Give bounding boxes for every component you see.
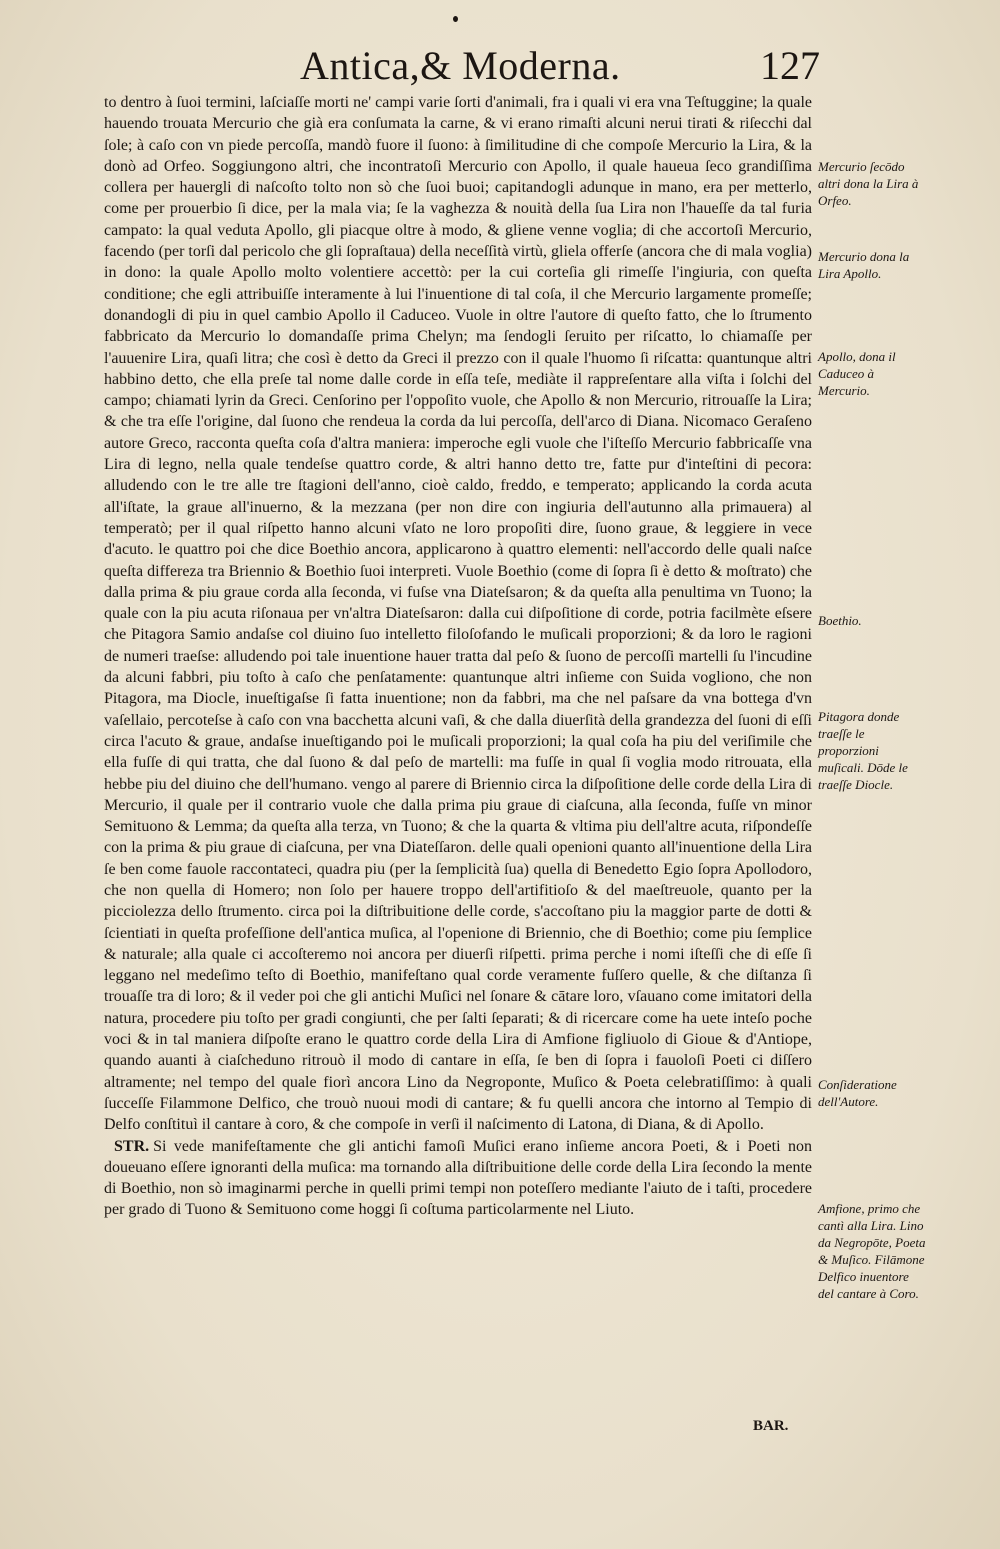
main-text-block xyxy=(104,92,812,1221)
marginal-note: Apollo, dona il Caduceo à Mercurio. xyxy=(818,349,896,398)
paragraph: to dentro à ſuoi termini, laſciaſſe morti ne' campi varie ſorti d'animali, fra i quali vi era vna Teſtuggine; la quale hauendo trouata Mercurio che già era conſumata la carne, & vi erano rimaſti alcuni nerui tirati & riſecchi dal ſole; à caſo con vn piede percoſſa, mandò fuore il ſuono: à ſimilitudine di che compoſe Mercurio la Lira, & la donò ad Orfeo. Soggiungono altri, che incontratoſi Mercurio con Apollo, il quale haueua ſeco grandiſſima collera per hauergli di naſcoſto tolto non sò che ſuoi buoi; capitandogli adunque in mano, era per metterlo, come per prouerbio ſi dice, per la mala via; ſe la vaghezza & nouità della ſua Lira non l'haueſſe da tal furia campato: la qual veduta Apollo, gli piacque oltre à modo, & gliene venne voglia; di che accortoſi Mercurio, facendo (per torſi dal pericolo che gli ſopraſtaua) della neceſſità virtù, gliela offerſe (ancora che di mala voglia) in dono: la quale Apollo molto volentiere accettò: per la cui corteſia gli rimeſſe l'ingiuria, con queſta conditione; che egli attribuiſſe interamente à lui l'inuentione di tal coſa, il che Mercurio largamente promeſſe; donandogli di piu in quel cambio Apollo il Caduceo. Vuole in oltre l'autore di queſto fatto, che lo ſtrumento fabbricato da Mercurio lo domandaſſe prima Chelyn; ma ſendogli ſeruito per riſcatto, lo chiamaſſe per l'auuenire Lira, quaſi litra; che così è detto da Greci il prezzo con il quale l'huomo ſi riſcatta: quantunque altri habbino detto, che ella preſe tal nome dalle corde in eſſa teſe, mediàte il rappreſentare alla viſta i ſolchi del campo; chiamati lyrin da Greci. Cenſorino per l'oppoſito vuole, che Apollo & non Mercurio, ritrouaſſe la Lira; & che tra eſſe l'origine, dal ſuono che rendeua la corda da lui percoſſa, dell'arco di Diana. Nicomaco Geraſeno autore Greco, racconta queſta coſa d'altra maniera: imperoche egli vuole che l'iſteſſo Mercurio fabbricaſſe vna Lira di legno, nella quale tendeſse quattro corde, & altri hanno detto tre, fatte pur d'inteſtini di pecora: alludendo con le tre alle tre ſtagioni dell'anno, cioè caldo, freddo, e temperato; applicando la corda acuta all'iſtate, la graue all'inuerno, & la mezzana (per non dire con ingiuria dell'autunno alla primauera) al temperatò; per il qual riſpetto hanno alcuni vſato ne loro propoſiti dire, ſuono graue, & leggiere in vece d'acuto. le quattro poi che dice Boethio ancora, applicarono à quattro elementi: nell'accordo delle quali naſce queſta differeza tra Briennio & Boethio ſuoi interpreti. Vuole Boethio (come di ſopra ſi è detto & moſtrato) che dalla prima & piu graue corda alla ſeconda, vi fuſse vna Diateſsaron; & da queſta alla penultima vn Tuono; la quale con la piu acuta riſonaua per vn'altra Diateſsaron: dalla cui diſpoſitione di corde, potria facilmète eſsere che Pitagora Samio andaſse col diuino ſuo intelletto filoſofando le muſicali proporzioni; & da loro le ragioni de numeri traeſse: alludendo poi tale inuentione hauer tratta dal peſo & ſuono de percoſſi martelli ſu l'incudine da alcuni fabbri, piu toſto à caſo che penſatamente: quantunque altri inſieme con Suida vogliono, che non Pitagora, ma Diocle, inueſtigaſse ſi fatta inuentione; non da fabbri, ma che nel paſsare da vna bottega d'vn vaſellaio, percoteſse à caſo con vna bacchetta alcuni vaſi, & che dalla diuerſità della grandezza del ſuoni di eſſi circa l'acuto & graue, andaſse inueſtigando poi le muſicali proporzioni; la qual coſa ha piu del veriſimile che ella fuſſe di qui tratta, che dal ſuono & dal peſo de martelli: ma fuſſe in qual ſi voglia modo ritrouata, ella hebbe piu del diuino che dell'humano. vengo al parere di Briennio circa la diſpoſitione delle corde della Lira di Mercurio, il quale per il contrario vuole che dalla prima piu graue di ciaſcuna, alla ſeconda, fuſſe vn minor Semituono & Lemma; da queſta alla terza, vn Tuono; & che la quarta & vltima piu dell'altre acuta, riſpondeſſe con la prima & piu graue di ciaſcuna, per vna Diateſſaron. delle quali openioni quanto all'inuentione della Lira ſe ben come fauole raccontateci, quadra piu (per la ſemplicità ſua) quella di Benedetto Egio ſopra Apollodoro, che non quella di Homero; non ſolo per hauere troppo dell'artifitioſo & del maeſtreuole, quanto per la picciolezza dello ſtrumento. circa poi la diſtribuitione delle corde, s'accoſtano piu la maggior parte de dotti & ſcientiati in queſta profeſſione dell'antica muſica, al l'openione di Briennio, che di Boethio; come piu ſemplice & naturale; alla quale ci accoſteremo noi ancora per diuerſi riſpetti. prima perche i nomi iſteſſi che di eſſe ſi leggano nel medeſimo teſto di Boethio, manifeſtano qual corde veramente fuſſero quelle, & che diſtanza ſi trouaſſe tra di loro; & il veder poi che gli antichi Muſici nel ſonare & cātare loro, vſauano come imitatori della natura, procedere piu toſto per gradi congiunti, che per ſalti ſeparati; & di ricercare come ha uete inteſo poche voci & in tal maniera diſpoſte erano le quattro corde della Lira di Amfione figliuolo di Gioue & d'Antiope, quando auanti à ciaſcheduno ritrouò il modo di cantare in eſſa, ſe ben di ſopra i fauoloſi Poeti ci diſſero altramente; nel tempo del quale fiorì ancora Lino da Negroponte, Muſico & Poeta celebratiſſimo: à quali ſucceſſe Filammone Delfico, che trouò nuoui modi di cantare; & fu quelli ancora che intorno al Tempio di Delfo conſtituì il cantare à coro, & che compoſe in verſi il naſcimento di Latona, di Diana, & di Apollo. xyxy=(104,94,812,1134)
marginal-note: Mercurio dona la Lira Apollo. xyxy=(818,249,910,281)
running-title: Antica,& Moderna. xyxy=(300,43,621,88)
paragraph xyxy=(104,1136,812,1221)
page-number: 127 xyxy=(760,43,820,88)
ink-mark xyxy=(453,16,458,22)
marginal-note: Conſideratione dell'Autore. xyxy=(818,1077,897,1109)
paragraph-text: Si vede manifeſtamente che gli antichi famoſi Muſici erano inſieme ancora Poeti, & i Poeti non doueuano eſſere ignoranti della muſica: ma tornando alla diſtribuitione delle corde della Lira ſecondo la mente di Boethio, non sò imaginarmi perche in quelli primi tempi non poteſſero mediante l'aiuto de i taſti, procedere per grado di Tuono & Semituono come hoggi ſi coſtuma particolarmente nel Liuto. xyxy=(104,1137,812,1219)
marginal-note: Mercurio ſecōdo altri dona la Lira à Orfeo. xyxy=(818,159,919,208)
speaker-label: STR. xyxy=(114,1137,150,1155)
marginal-note: Amfione, primo che cantì alla Lira. Lino da Negropōte, Poeta & Muſico. Filāmone Delfico inuentore del cantare à Coro. xyxy=(818,1201,926,1301)
page-header xyxy=(300,42,820,92)
marginal-note: Boethio. xyxy=(818,613,862,628)
catchword: BAR. xyxy=(753,1418,789,1434)
marginal-note: Pitagora donde traeſſe le proporzioni muſicali. Dōde le traeſſe Diocle. xyxy=(818,709,908,792)
